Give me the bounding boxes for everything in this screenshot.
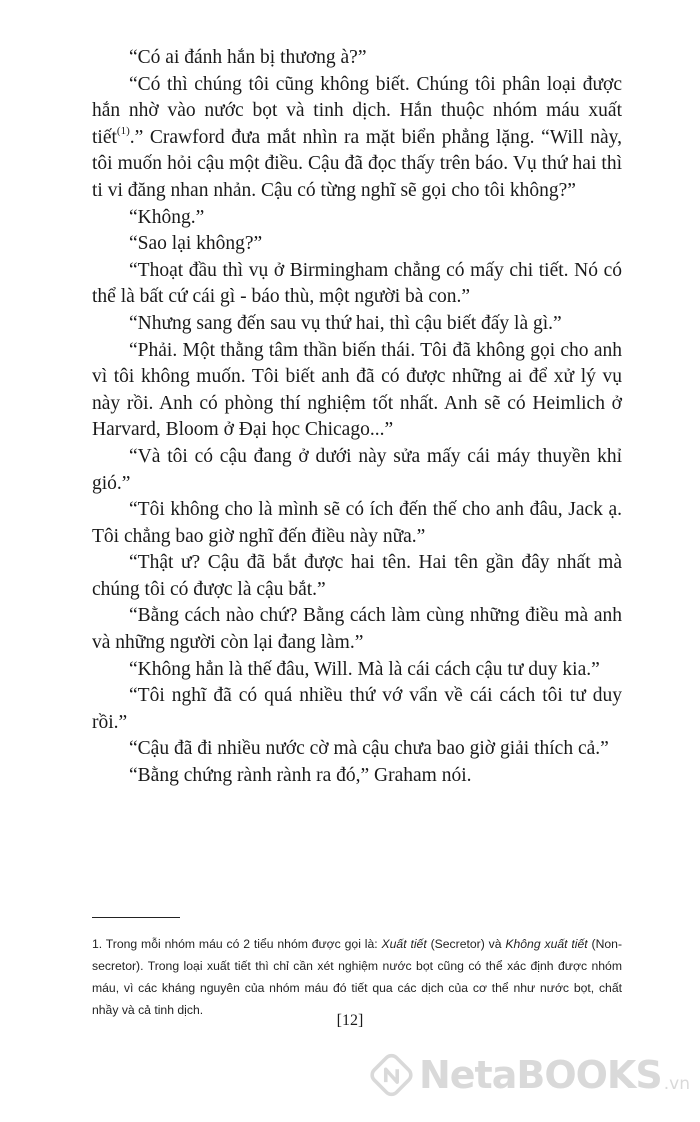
paragraph: “Có ai đánh hắn bị thương à?”: [129, 47, 367, 68]
body-text: [92, 45, 622, 790]
watermark-brand: NetaBOOKS: [418, 1053, 662, 1097]
paragraph: “Và tôi có cậu đang ở dưới này sửa mấy cái máy thuyền khỉ gió.”: [92, 445, 622, 494]
paragraph: “Phải. Một thằng tâm thần biến thái. Tôi đã không gọi cho anh vì tôi không muốn. Tôi biết anh đã có được những ai để xử lý vụ này rồi. Anh có phòng thí nghiệm tốt nhất. Anh sẽ có Heimlich ở Harvard, Bloom ở Đại học Chicago...”: [92, 339, 622, 441]
watermark-suffix: .vn: [663, 1074, 690, 1094]
footnote-tail: (Non-secretor). Trong loại xuất tiết thì chỉ cần xét nghiệm nước bọt cũng có thể xác định được nhóm máu, vì các kháng nguyên của nhóm máu đó tiết qua các dịch của cơ thể như nước bọt, chất nhầy và cả tinh dịch.: [92, 937, 622, 1017]
paragraph: “Không hẳn là thế đâu, Will. Mà là cái cách cậu tư duy kia.”: [129, 658, 600, 680]
paragraph: “Sao lại không?”: [129, 233, 263, 255]
netabooks-logo-icon: [370, 1046, 413, 1104]
footnote-lead: 1. Trong mỗi nhóm máu có 2 tiểu nhóm được gọi là:: [92, 937, 382, 951]
paragraph: “Thật ư? Cậu đã bắt được hai tên. Hai tên gần đây nhất mà chúng tôi có được là cậu bắt.”: [92, 552, 622, 600]
paragraph: “Nhưng sang đến sau vụ thứ hai, thì cậu biết đấy là gì.”: [129, 312, 562, 334]
footnote-divider: [92, 917, 180, 918]
footnote: [92, 933, 622, 1021]
watermark: [370, 1040, 690, 1110]
paragraph: “Bằng cách nào chứ? Bằng cách làm cùng những điều mà anh và những người còn lại đang làm.”: [92, 605, 622, 654]
paragraph-with-footnote: [92, 72, 622, 205]
footnote-mid: (Secretor) và: [426, 937, 506, 951]
paragraph: “Thoạt đầu thì vụ ở Birmingham chẳng có mấy chi tiết. Nó có thể là bất cứ cái gì - báo thù, một người bà con.”: [92, 259, 622, 308]
footnote-term-secretor: Xuất tiết: [381, 937, 427, 951]
page-number: [12]: [336, 1012, 364, 1029]
paragraph: “Tôi không cho là mình sẽ có ích đến thế cho anh đâu, Jack ạ. Tôi chẳng bao giờ nghĩ đến điều này nữa.”: [92, 499, 622, 547]
paragraph-text: “Có thì chúng tôi cũng không biết. Chúng tôi phân loại được hắn nhờ vào nước bọt và tinh dịch. Hắn thuộc nhóm máu xuất tiết: [92, 73, 622, 148]
paragraph: “Bằng chứng rành rành ra đó,” Graham nói.: [129, 765, 472, 787]
footnote-term-non-secretor: Không xuất tiết: [505, 937, 588, 951]
paragraph: “Cậu đã đi nhiều nước cờ mà cậu chưa bao giờ giải thích cả.”: [129, 738, 609, 760]
paragraph: “Tôi nghĩ đã có quá nhiều thứ vớ vẩn về cái cách tôi tư duy rồi.”: [92, 685, 622, 733]
paragraph-text-tail: .” Crawford đưa mắt nhìn ra mặt biển phẳng lặng. “Will này, tôi muốn hỏi cậu một điều. Cậu đã đọc thấy trên báo. Vụ thứ hai thì ti vi đăng nhan nhản. Cậu có từng nghĩ sẽ gọi cho tôi không?”: [92, 126, 622, 201]
paragraph: “Không.”: [129, 206, 205, 228]
footnote-marker: (1): [116, 125, 130, 138]
